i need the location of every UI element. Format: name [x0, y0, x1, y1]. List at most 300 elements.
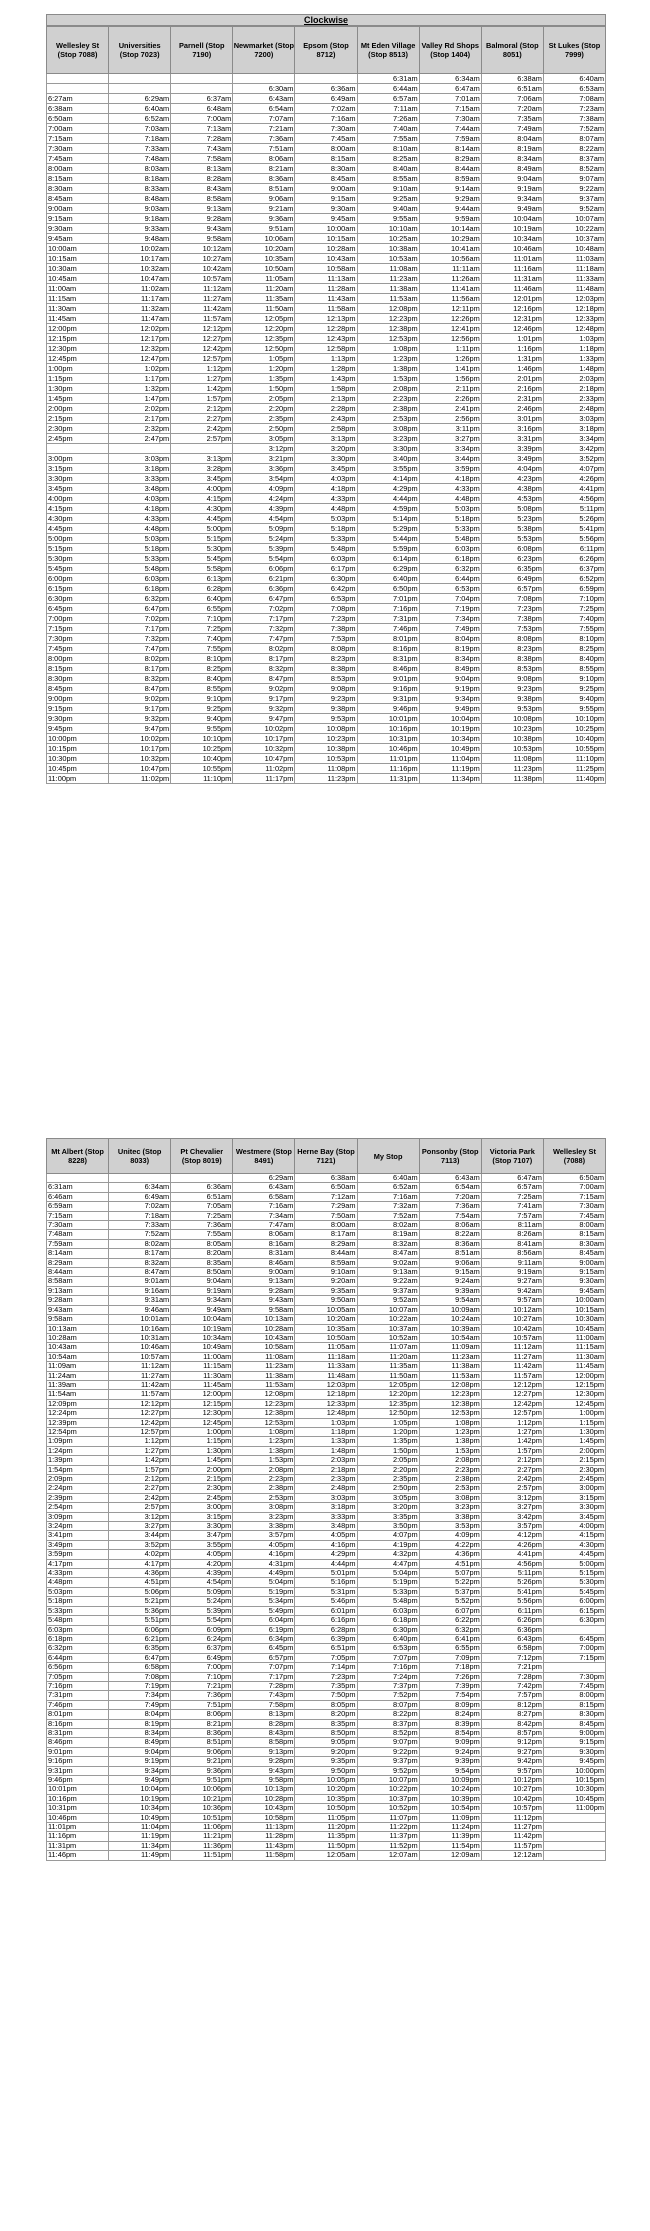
time-cell: 6:45pm [233, 1644, 295, 1653]
time-cell: 10:49pm [419, 744, 481, 754]
time-cell: 3:13pm [171, 454, 233, 464]
table-row [47, 364, 606, 374]
time-cell: 5:24pm [233, 534, 295, 544]
time-cell: 9:10am [357, 184, 419, 194]
time-cell: 6:47am [481, 1174, 543, 1183]
table-row [47, 174, 606, 184]
time-cell: 8:43pm [233, 1728, 295, 1737]
time-cell: 10:19am [481, 224, 543, 234]
header-row [47, 27, 606, 74]
time-cell: 7:08pm [109, 1672, 171, 1681]
time-cell: 8:01pm [47, 1710, 109, 1719]
time-cell: 8:42pm [481, 1719, 543, 1728]
time-cell: 6:52pm [543, 574, 605, 584]
time-cell: 3:00pm [171, 1503, 233, 1512]
clockwise-timetable-part-1 [46, 26, 606, 784]
table-row [47, 164, 606, 174]
time-cell: 3:20pm [357, 1503, 419, 1512]
time-cell: 12:07am [357, 1851, 419, 1860]
time-cell: 11:12am [481, 1343, 543, 1352]
time-cell: 8:15am [295, 154, 357, 164]
time-cell: 2:12pm [171, 404, 233, 414]
table-row [47, 554, 606, 564]
time-cell: 5:33pm [47, 1606, 109, 1615]
table-row [47, 204, 606, 214]
time-cell: 3:49pm [481, 454, 543, 464]
time-cell: 5:38pm [481, 524, 543, 534]
time-cell: 11:12am [109, 1362, 171, 1371]
time-cell: 2:23pm [419, 1465, 481, 1474]
time-cell [171, 74, 233, 84]
time-cell: 11:12am [171, 284, 233, 294]
time-cell: 10:10am [357, 224, 419, 234]
time-cell: 6:48am [171, 104, 233, 114]
time-cell: 4:26pm [543, 474, 605, 484]
time-cell: 12:15pm [543, 1380, 605, 1389]
time-cell: 11:38am [357, 284, 419, 294]
time-cell: 7:24pm [357, 1672, 419, 1681]
column-header: Ponsonby (Stop 7113) [419, 1139, 481, 1174]
time-cell: 12:23pm [419, 1390, 481, 1399]
time-cell: 7:19pm [419, 604, 481, 614]
table-row [47, 1728, 606, 1737]
header-row [47, 1139, 606, 1174]
time-cell: 9:03am [109, 204, 171, 214]
time-cell: 11:20am [357, 1352, 419, 1361]
time-cell: 9:58pm [233, 1776, 295, 1785]
time-cell: 6:37pm [171, 1644, 233, 1653]
time-cell: 9:46pm [357, 704, 419, 714]
time-cell: 3:28pm [171, 464, 233, 474]
time-cell: 6:00pm [543, 1597, 605, 1606]
time-cell: 7:23am [543, 104, 605, 114]
time-cell: 9:15am [419, 1268, 481, 1277]
time-cell: 10:04pm [109, 1785, 171, 1794]
time-cell: 7:42pm [481, 1681, 543, 1690]
time-cell: 6:34am [419, 74, 481, 84]
time-cell [233, 74, 295, 84]
table-row [47, 154, 606, 164]
time-cell: 4:53pm [481, 494, 543, 504]
time-cell: 6:31am [357, 74, 419, 84]
time-cell: 12:43pm [295, 334, 357, 344]
time-cell: 1:13pm [295, 354, 357, 364]
time-cell: 7:30am [543, 1202, 605, 1211]
time-cell: 6:32pm [47, 1644, 109, 1653]
time-cell: 4:48pm [295, 504, 357, 514]
time-cell: 6:40pm [171, 594, 233, 604]
table-row [47, 124, 606, 134]
time-cell: 9:37am [357, 1286, 419, 1295]
time-cell: 1:16pm [481, 344, 543, 354]
time-cell: 10:43pm [233, 1804, 295, 1813]
time-cell: 6:06pm [109, 1625, 171, 1634]
time-cell: 12:05am [295, 1851, 357, 1860]
time-cell: 9:00am [543, 1258, 605, 1267]
table-row [47, 1315, 606, 1324]
time-cell: 7:36am [233, 134, 295, 144]
time-cell: 6:03pm [295, 554, 357, 564]
time-cell: 12:23pm [233, 1399, 295, 1408]
table-row [47, 484, 606, 494]
time-cell: 5:54pm [233, 554, 295, 564]
time-cell: 10:19pm [109, 1794, 171, 1803]
time-cell: 1:15pm [171, 1437, 233, 1446]
time-cell: 10:15pm [543, 1776, 605, 1785]
time-cell: 10:43am [295, 254, 357, 264]
time-cell: 10:54am [419, 1333, 481, 1342]
time-cell: 11:33am [543, 274, 605, 284]
time-cell: 10:34am [481, 234, 543, 244]
time-cell: 9:59am [419, 214, 481, 224]
time-cell: 11:23am [419, 1352, 481, 1361]
time-cell [47, 84, 109, 94]
time-cell: 12:38pm [419, 1399, 481, 1408]
time-cell: 9:00am [295, 184, 357, 194]
time-cell [543, 1663, 605, 1672]
time-cell: 5:45pm [47, 564, 109, 574]
time-cell [109, 1174, 171, 1183]
time-cell: 3:30pm [357, 444, 419, 454]
time-cell: 8:21pm [171, 1719, 233, 1728]
time-cell: 9:21am [233, 204, 295, 214]
time-cell: 11:40pm [543, 774, 605, 784]
time-cell: 6:00pm [47, 574, 109, 584]
time-cell: 2:27pm [481, 1465, 543, 1474]
time-cell: 9:31pm [47, 1766, 109, 1775]
time-cell: 10:10pm [171, 734, 233, 744]
time-cell: 11:16am [481, 264, 543, 274]
table-row [47, 1418, 606, 1427]
time-cell: 8:46am [233, 1258, 295, 1267]
time-cell: 6:06pm [233, 564, 295, 574]
time-cell: 11:36pm [171, 1841, 233, 1850]
time-cell: 3:54pm [233, 474, 295, 484]
time-cell: 6:03pm [419, 544, 481, 554]
time-cell: 4:32pm [357, 1550, 419, 1559]
time-cell: 2:50pm [233, 424, 295, 434]
table-row [47, 1427, 606, 1436]
time-cell: 4:07pm [357, 1531, 419, 1540]
time-cell [109, 84, 171, 94]
table-row [47, 1540, 606, 1549]
time-cell: 1:20pm [233, 364, 295, 374]
time-cell: 3:03pm [543, 414, 605, 424]
table-header-2 [47, 1139, 606, 1174]
time-cell: 7:33am [109, 1221, 171, 1230]
time-cell: 2:33pm [543, 394, 605, 404]
time-cell: 1:20pm [357, 1427, 419, 1436]
time-cell: 7:00pm [171, 1663, 233, 1672]
time-cell: 10:23pm [481, 724, 543, 734]
time-cell: 12:20pm [233, 324, 295, 334]
time-cell: 6:57pm [481, 584, 543, 594]
time-cell: 8:32am [357, 1239, 419, 1248]
time-cell: 9:45pm [543, 1757, 605, 1766]
time-cell: 2:45pm [543, 1475, 605, 1484]
time-cell: 3:59pm [419, 464, 481, 474]
time-cell: 11:35am [233, 294, 295, 304]
time-cell: 10:02am [109, 244, 171, 254]
table-row [47, 674, 606, 684]
time-cell: 7:07am [233, 114, 295, 124]
time-cell: 5:00pm [47, 534, 109, 544]
table-row [47, 144, 606, 154]
time-cell: 6:15pm [543, 1606, 605, 1615]
time-cell: 12:45pm [543, 1399, 605, 1408]
time-cell: 9:43pm [233, 1766, 295, 1775]
time-cell: 10:53am [357, 254, 419, 264]
time-cell: 11:32am [109, 304, 171, 314]
time-cell: 6:11pm [481, 1606, 543, 1615]
time-cell: 10:52am [357, 1333, 419, 1342]
time-cell: 7:38pm [481, 614, 543, 624]
time-cell: 7:18am [109, 1211, 171, 1220]
time-cell: 5:36pm [109, 1606, 171, 1615]
time-cell [543, 1823, 605, 1832]
time-cell: 6:18pm [47, 1634, 109, 1643]
time-cell: 9:49am [481, 204, 543, 214]
time-cell: 10:47pm [233, 754, 295, 764]
time-cell: 6:55pm [419, 1644, 481, 1653]
time-cell: 6:49pm [171, 1653, 233, 1662]
time-cell: 2:05pm [233, 394, 295, 404]
column-header: Victoria Park (Stop 7107) [481, 1139, 543, 1174]
time-cell: 8:21am [233, 164, 295, 174]
time-cell: 6:37pm [543, 564, 605, 574]
time-cell: 5:58pm [171, 564, 233, 574]
time-cell: 6:03pm [47, 1625, 109, 1634]
time-cell: 8:16pm [357, 644, 419, 654]
time-cell: 9:31pm [357, 694, 419, 704]
time-cell: 10:57am [171, 274, 233, 284]
time-cell: 10:27am [481, 1315, 543, 1324]
time-cell: 3:23pm [233, 1512, 295, 1521]
time-cell: 11:04pm [419, 754, 481, 764]
column-header: Pt Chevalier (Stop 8019) [171, 1139, 233, 1174]
time-cell: 10:01pm [357, 714, 419, 724]
time-cell: 9:50am [295, 1296, 357, 1305]
time-cell: 8:52pm [357, 1728, 419, 1737]
time-cell: 9:29am [419, 194, 481, 204]
time-cell: 2:26pm [419, 394, 481, 404]
time-cell: 2:43pm [295, 414, 357, 424]
time-cell: 9:46pm [47, 1776, 109, 1785]
time-cell: 9:40pm [171, 714, 233, 724]
time-cell: 9:15am [295, 194, 357, 204]
table-row [47, 1390, 606, 1399]
time-cell: 7:30am [47, 144, 109, 154]
time-cell: 7:28am [171, 134, 233, 144]
time-cell: 9:22am [357, 1277, 419, 1286]
time-cell: 12:35pm [233, 334, 295, 344]
time-cell: 6:47am [419, 84, 481, 94]
time-cell: 8:59am [295, 1258, 357, 1267]
time-cell: 6:27am [47, 94, 109, 104]
time-cell: 6:49am [295, 94, 357, 104]
time-cell: 6:40am [543, 74, 605, 84]
time-cell: 3:00pm [543, 1484, 605, 1493]
time-cell: 7:07pm [233, 1663, 295, 1672]
time-cell: 11:18am [543, 264, 605, 274]
time-cell: 10:50am [233, 264, 295, 274]
time-cell: 7:51pm [171, 1700, 233, 1709]
time-cell: 7:32am [357, 1202, 419, 1211]
time-cell: 4:30pm [543, 1540, 605, 1549]
time-cell: 11:41am [419, 284, 481, 294]
table-row [47, 1258, 606, 1267]
time-cell: 10:09am [419, 1305, 481, 1314]
table-row [47, 1475, 606, 1484]
time-cell: 7:54am [419, 1211, 481, 1220]
time-cell: 8:53pm [481, 664, 543, 674]
time-cell: 10:38am [357, 244, 419, 254]
time-cell: 2:09pm [47, 1475, 109, 1484]
time-cell: 6:54am [419, 1183, 481, 1192]
table-header-1 [47, 27, 606, 74]
table-row [47, 594, 606, 604]
time-cell: 10:46pm [47, 1813, 109, 1822]
time-cell: 12:12pm [109, 1399, 171, 1408]
time-cell: 9:10am [295, 1268, 357, 1277]
time-cell: 11:38pm [481, 774, 543, 784]
time-cell: 10:35pm [295, 1794, 357, 1803]
time-cell: 10:53pm [295, 754, 357, 764]
time-cell: 10:45pm [47, 764, 109, 774]
column-header: St Lukes (Stop 7999) [543, 27, 605, 74]
table-row [47, 1550, 606, 1559]
time-cell: 8:12pm [481, 1700, 543, 1709]
time-cell: 10:45pm [543, 1794, 605, 1803]
time-cell: 10:37am [357, 1324, 419, 1333]
time-cell: 11:34pm [419, 774, 481, 784]
time-cell: 12:12pm [481, 1380, 543, 1389]
time-cell: 1:56pm [419, 374, 481, 384]
time-cell: 2:03pm [543, 374, 605, 384]
time-cell: 9:10pm [543, 674, 605, 684]
time-cell: 9:25pm [543, 684, 605, 694]
time-cell: 10:54pm [419, 1804, 481, 1813]
clockwise-timetable-part-2 [46, 1138, 606, 1861]
time-cell: 9:23pm [481, 684, 543, 694]
time-cell: 8:22am [419, 1230, 481, 1239]
time-cell: 7:13am [171, 124, 233, 134]
time-cell: 9:13am [47, 1286, 109, 1295]
column-header: Mt Albert (Stop 8228) [47, 1139, 109, 1174]
time-cell: 7:44am [419, 124, 481, 134]
table-row [47, 1559, 606, 1568]
time-cell: 9:28pm [233, 1757, 295, 1766]
time-cell: 11:09am [419, 1343, 481, 1352]
time-cell: 9:38pm [481, 694, 543, 704]
time-cell: 9:16pm [47, 1757, 109, 1766]
table-row [47, 454, 606, 464]
time-cell: 6:47pm [233, 594, 295, 604]
table-row [47, 724, 606, 734]
time-cell: 4:36pm [419, 1550, 481, 1559]
time-cell: 7:25pm [543, 604, 605, 614]
table-row [47, 474, 606, 484]
time-cell: 3:05pm [233, 434, 295, 444]
table-row [47, 464, 606, 474]
time-cell: 7:19pm [109, 1681, 171, 1690]
time-cell: 8:32pm [109, 674, 171, 684]
time-cell: 11:57am [109, 1390, 171, 1399]
time-cell: 10:36pm [171, 1804, 233, 1813]
time-cell [109, 74, 171, 84]
time-cell: 1:09pm [47, 1437, 109, 1446]
time-cell: 11:00am [171, 1352, 233, 1361]
time-cell: 6:59pm [543, 584, 605, 594]
time-cell: 3:53pm [419, 1522, 481, 1531]
time-cell: 7:17pm [109, 624, 171, 634]
time-cell: 8:31pm [47, 1728, 109, 1737]
time-cell: 7:15am [47, 134, 109, 144]
time-cell: 8:55pm [171, 684, 233, 694]
time-cell: 8:47pm [233, 674, 295, 684]
table-row [47, 444, 606, 454]
time-cell: 3:18pm [109, 464, 171, 474]
time-cell: 7:32pm [109, 634, 171, 644]
time-cell: 12:54pm [47, 1427, 109, 1436]
table-row [47, 1371, 606, 1380]
time-cell: 3:48pm [295, 1522, 357, 1531]
time-cell: 12:08pm [233, 1390, 295, 1399]
time-cell: 9:13am [233, 1277, 295, 1286]
time-cell: 9:30pm [47, 714, 109, 724]
time-cell: 6:21pm [109, 1634, 171, 1643]
time-cell: 6:56pm [47, 1663, 109, 1672]
time-cell: 11:35pm [295, 1832, 357, 1841]
time-cell: 2:18pm [543, 384, 605, 394]
time-cell: 6:45pm [543, 1634, 605, 1643]
time-cell: 7:11am [357, 104, 419, 114]
time-cell: 1:48pm [543, 364, 605, 374]
column-header: Herne Bay (Stop 7121) [295, 1139, 357, 1174]
time-cell: 9:28am [233, 1286, 295, 1295]
time-cell: 12:11pm [419, 304, 481, 314]
time-cell: 2:23pm [357, 394, 419, 404]
time-cell: 8:18am [109, 174, 171, 184]
time-cell: 8:57pm [481, 1728, 543, 1737]
time-cell: 11:09am [47, 1362, 109, 1371]
time-cell: 8:10am [357, 144, 419, 154]
time-cell: 8:23pm [481, 644, 543, 654]
time-cell: 8:40pm [171, 674, 233, 684]
time-cell: 5:26pm [543, 514, 605, 524]
time-cell: 10:06am [233, 234, 295, 244]
time-cell: 4:05pm [171, 1550, 233, 1559]
time-cell: 8:00am [543, 1221, 605, 1230]
time-cell: 12:09pm [47, 1399, 109, 1408]
column-header: Wellesley St (7088) [543, 1139, 605, 1174]
time-cell: 3:42pm [543, 444, 605, 454]
time-cell: 10:20pm [295, 1785, 357, 1794]
time-cell: 9:07am [543, 174, 605, 184]
time-cell: 10:40pm [543, 734, 605, 744]
time-cell: 5:41pm [543, 524, 605, 534]
time-cell: 8:34pm [419, 654, 481, 664]
time-cell: 11:45am [543, 1362, 605, 1371]
time-cell: 7:58am [171, 154, 233, 164]
time-cell: 7:33am [109, 144, 171, 154]
time-cell: 1:53pm [357, 374, 419, 384]
time-cell: 6:03pm [357, 1606, 419, 1615]
time-cell: 9:49pm [109, 1776, 171, 1785]
time-cell: 2:30pm [47, 424, 109, 434]
time-cell: 10:24pm [419, 1785, 481, 1794]
time-cell: 8:52am [543, 164, 605, 174]
